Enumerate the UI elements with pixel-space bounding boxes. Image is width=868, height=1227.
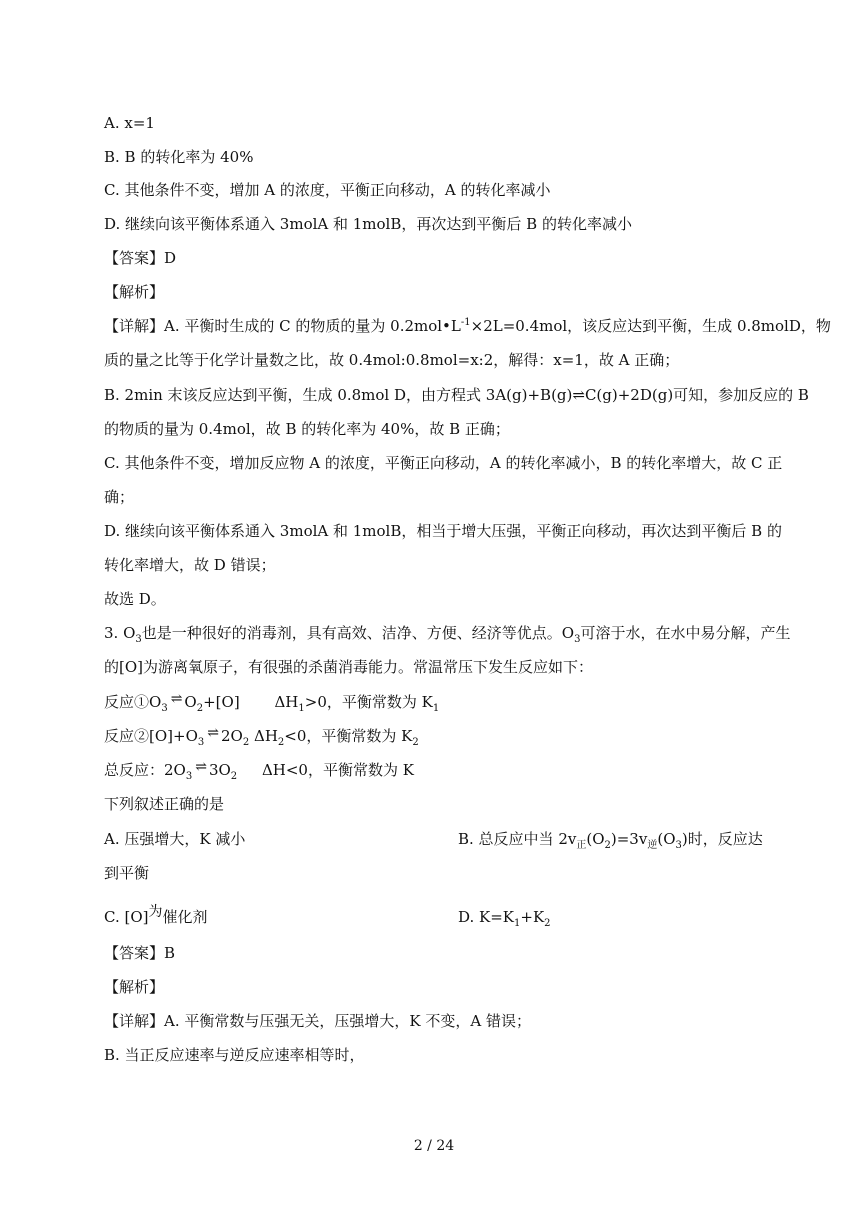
detail-line: 确；	[104, 488, 135, 506]
reaction-2: 反应$②[O]+O_3\rightleftharpoons$ $2O_2$ $\Delta H_2<0$，平衡常数为 $K_2$	[104, 725, 419, 748]
detail-line: 质的量之比等于化学计量数之比，故 0.4mol:0.8mol=x:2，解得：x=1，故 A 正确；	[104, 351, 680, 369]
reaction-1: 反应$①O_3\rightleftharpoons$ $O_2+[O]$ $\Delta H_1>0$，平衡常数为 $K_1$	[104, 691, 440, 714]
option-c: C. 其他条件不变，增加 A 的浓度，平衡正向移动，A 的转化率减小	[104, 181, 551, 199]
equilibrium-arrow-icon: ⇌	[207, 725, 218, 741]
equilibrium-arrow-icon: ⇌	[170, 691, 182, 707]
analysis-label: 【解析】	[104, 283, 165, 301]
detail-line: B. 当正反应速率与逆反应速率相等时，	[104, 1046, 365, 1064]
option-b-continued: 到平衡	[104, 864, 150, 882]
answer-label: 【答案】D	[104, 249, 177, 267]
page-number: 2 / 24	[413, 1138, 455, 1154]
equilibrium-arrow-icon: ⇌	[195, 759, 206, 775]
detail-line: B. 2min 末该反应达到平衡，生成 0.8mol D，由方程式 3A(g)+B(g)⇌C(g)+2D(g)可知，参加反应的 B	[104, 386, 809, 404]
option-a: A. 压强增大，K 减小	[104, 830, 246, 848]
reaction-total: 总反应：$2O_3\rightleftharpoons$ $3O_2$ ΔH<0，平衡常数为 K	[104, 759, 414, 782]
option-a: A. x=1	[104, 114, 155, 132]
answer-label: 【答案】B	[104, 944, 176, 962]
detail-line: 的物质的量为 0.4mol，故 B 的转化率为 40%，故 B 正确；	[104, 420, 510, 438]
question-stem: 3. $O_3$也是一种很好的消毒剂，具有高效、洁净、方便、经济等优点。$O_3$可溶于水，在水中易分解，产生	[104, 624, 791, 645]
detail-line: 【详解】A. 平衡时生成的 C 的物质的量为 $0.2mol•L^{-1}\times 2L=0.4mol$，该反应达到平衡，生成 0.8molD，物	[104, 317, 831, 335]
analysis-label: 【解析】	[104, 978, 165, 996]
detail-line: 转化率增大，故 D 错误；	[104, 556, 276, 574]
detail-line: C. 其他条件不变，增加反应物 A 的浓度，平衡正向移动，A 的转化率减小，B 的转化率增大，故 C 正	[104, 454, 783, 472]
option-b: B. B 的转化率为 40%	[104, 148, 254, 166]
question-stem: 的[O]为游离氧原子，有很强的杀菌消毒能力。常温常压下发生反应如下：	[104, 658, 594, 676]
option-c: C. $[O]^为$催化剂	[104, 904, 208, 926]
detail-line: D. 继续向该平衡体系通入 3molA 和 1molB，相当于增大压强，平衡正向移动，再次达到平衡后 B 的	[104, 522, 782, 540]
option-d: D. 继续向该平衡体系通入 3molA 和 1molB，再次达到平衡后 B 的转化率减小	[104, 215, 632, 233]
conclusion-line: 故选 D。	[104, 590, 166, 608]
option-b: B. 总反应中当 $2v_正(O_2)=3v_逆(O_3)$时，反应达	[458, 830, 763, 851]
detail-line: 【详解】A. 平衡常数与压强无关，压强增大，K 不变，A 错误；	[104, 1012, 531, 1030]
option-d: D. $K=K_1+K_2$	[458, 908, 551, 929]
question-ask: 下列叙述正确的是	[104, 795, 225, 813]
